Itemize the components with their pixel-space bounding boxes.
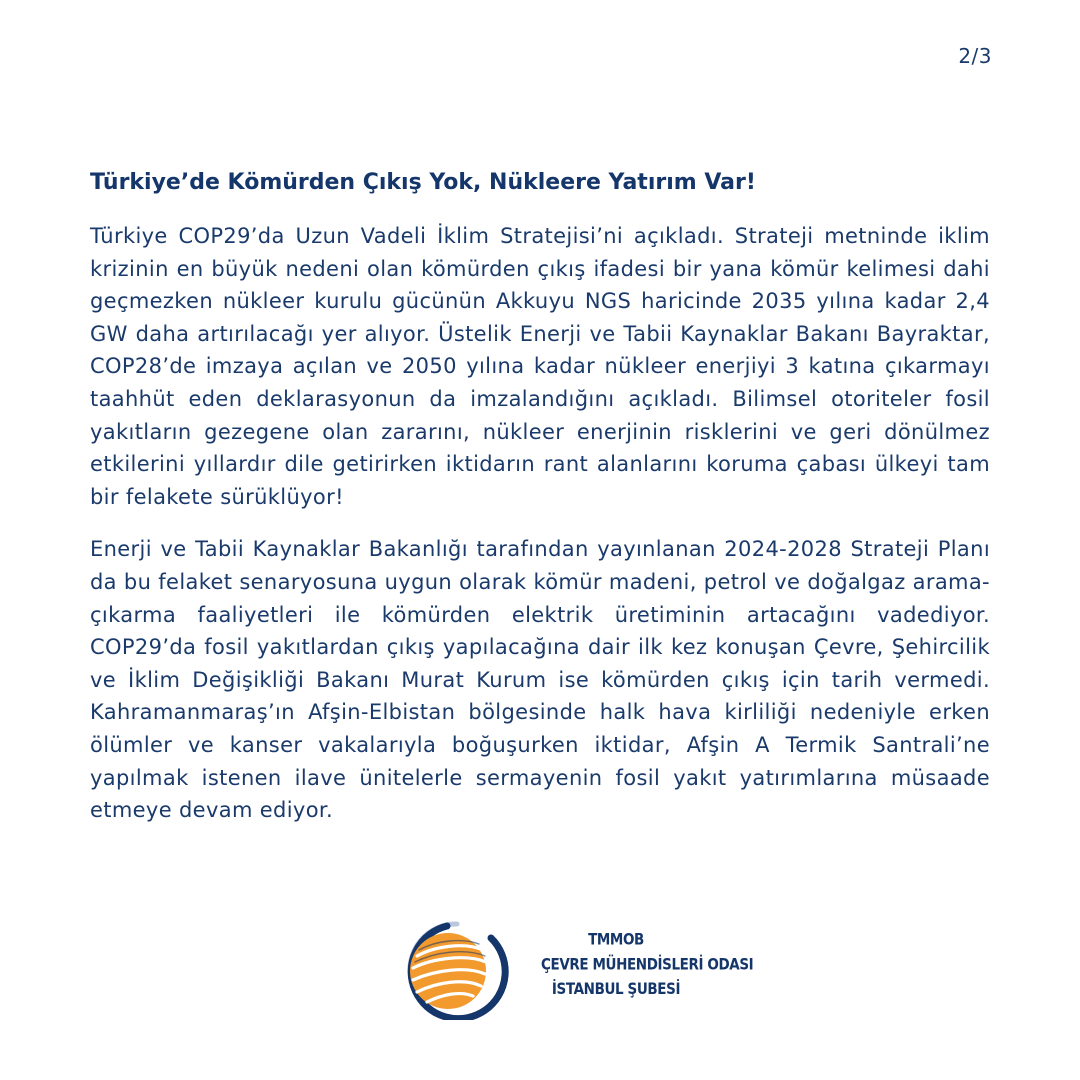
article-paragraph-1: Türkiye COP29’da Uzun Vadeli İklim Stratejisi’ni açıkladı. Strateji metninde iklim krizinin en büyük nedeni olan kömürden çıkış ifadesi bir yana kömür kelimesi dahi geçmezken nükleer kurulu gücünün Akkuyu NGS haricinde 2035 yılına kadar 2,4 GW daha artırılacağı yer alıyor. Üstelik Enerji ve Tabii Kaynaklar Bakanı Bayraktar, COP28’de imzaya açılan ve 2050 yılına kadar nükleer enerjiyi 3 katına çıkarmayı taahhüt eden deklarasyonun da imzalandığını açıkladı. Bilimsel otoriteler fosil yakıtların gezegene olan zararını, nükleer enerjinin risklerini ve geri dönülmez etkilerini yıllardır dile getirirken iktidarın rant alanlarını koruma çabası ülkeyi tam bir felakete sürüklüyor! xyxy=(90,224,990,509)
article-headline: Türkiye’de Kömürden Çıkış Yok, Nükleere Yatırım Var! xyxy=(90,170,756,195)
globe-emblem-icon xyxy=(395,916,545,1020)
article xyxy=(90,168,990,847)
logo-line-1: TMMOB xyxy=(588,930,644,950)
logo-line-3: İSTANBUL ŞUBESİ xyxy=(551,979,681,999)
organization-name xyxy=(541,928,754,1002)
logo-line-2: ÇEVRE MÜHENDİSLERİ ODASI xyxy=(541,955,754,975)
page-counter: 2/3 xyxy=(958,44,992,68)
article-paragraph-2: Enerji ve Tabii Kaynaklar Bakanlığı tarafından yayınlanan 2024-2028 Strateji Planı da bu felaket senaryosuna uygun olarak kömür madeni, petrol ve doğalgaz arama-çıkarma faaliyetleri ile kömürden elektrik üretiminin artacağını vadediyor. COP29’da fosil yakıtlardan çıkış yapılacağına dair ilk kez konuşan Çevre, Şehircilik ve İklim Değişikliği Bakanı Murat Kurum ise kömürden çıkış için tarih vermedi. Kahramanmaraş’ın Afşin-Elbistan bölgesinde halk hava kirliliği nedeniyle erken ölümler ve kanser vakalarıyla boğuşurken iktidar, Afşin A Termik Santrali’ne yapılmak istenen ilave ünitelerle sermayenin fosil yakıt yatırımlarına müsaade etmeye devam ediyor. xyxy=(90,537,990,823)
